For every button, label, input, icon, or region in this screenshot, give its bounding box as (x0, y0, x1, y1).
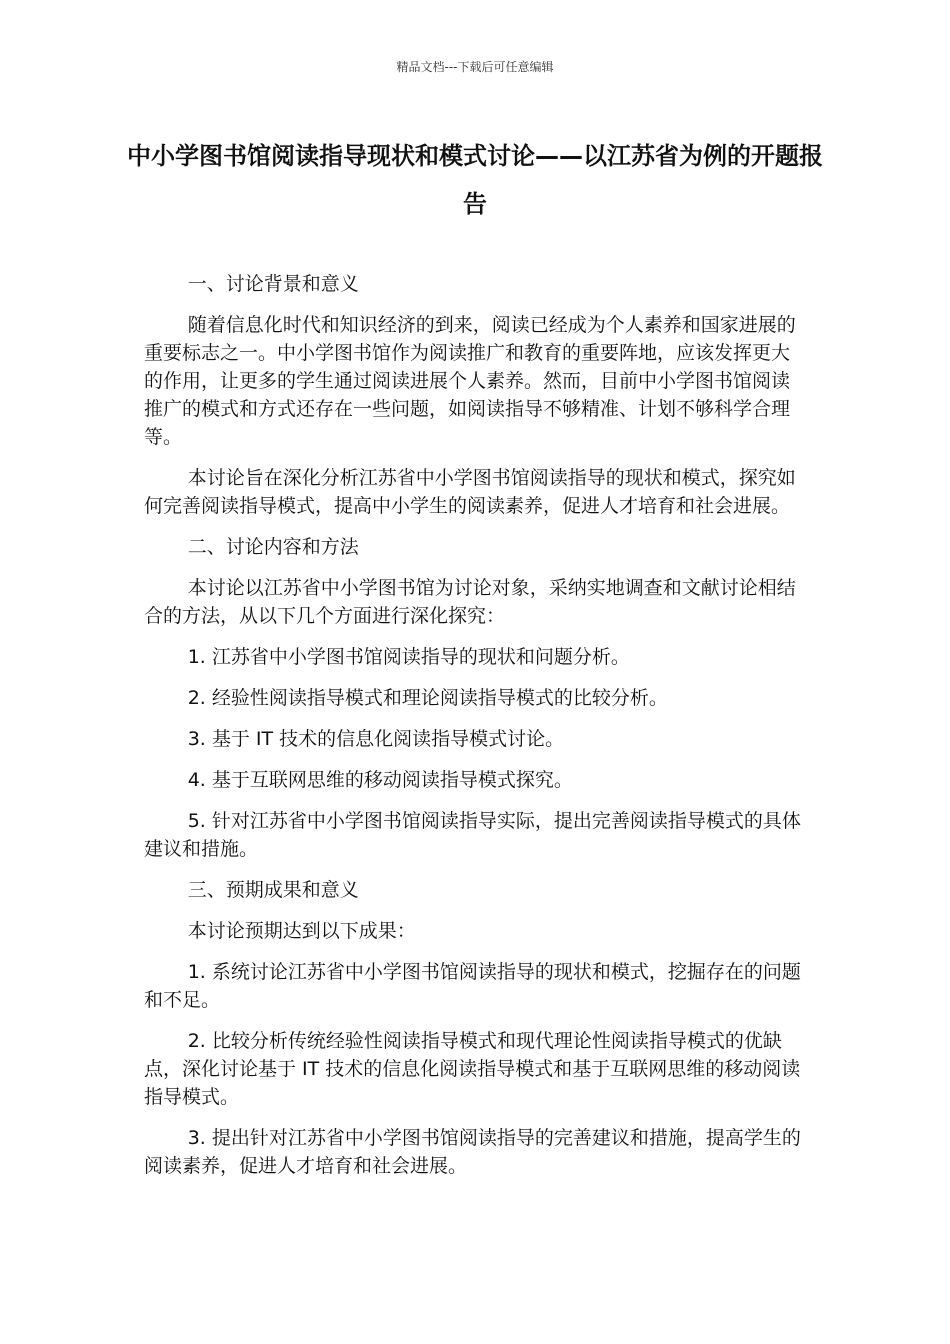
document-title: 中小学图书馆阅读指导现状和模式讨论——以江苏省为例的开题报告 (127, 142, 823, 218)
page-header: 精品文档---下载后可任意编辑 (396, 60, 554, 74)
paragraph: 本讨论旨在深化分析江苏省中小学图书馆阅读指导的现状和模式，探究如何完善阅读指导模式，提高中小学生的阅读素养，促进人才培育和社会进展。 (144, 467, 796, 517)
section-heading-outcomes: 三、预期成果和意义 (187, 879, 359, 901)
document-body (144, 270, 808, 1193)
list-item: 2. 经验性阅读指导模式和理论阅读指导模式的比较分析。 (187, 687, 668, 709)
paragraph: 本讨论预期达到以下成果： (187, 920, 416, 942)
list-item: 5. 针对江苏省中小学图书馆阅读指导实际，提出完善阅读指导模式的具体建议和措施。 (144, 810, 801, 860)
list-item: 2. 比较分析传统经验性阅读指导模式和现代理论性阅读指导模式的优缺点，深化讨论基于 IT 技术的信息化阅读指导模式和基于互联网思维的移动阅读指导模式。 (144, 1030, 801, 1108)
list-item: 4. 基于互联网思维的移动阅读指导模式探究。 (187, 769, 573, 791)
section-heading-content-method: 二、讨论内容和方法 (187, 536, 359, 558)
list-item: 3. 提出针对江苏省中小学图书馆阅读指导的完善建议和措施，提高学生的阅读素养，促进人才培育和社会进展。 (144, 1127, 801, 1177)
paragraph: 本讨论以江苏省中小学图书馆为讨论对象，采纳实地调查和文献讨论相结合的方法，从以下几个方面进行深化探究： (144, 577, 796, 627)
list-item: 1. 江苏省中小学图书馆阅读指导的现状和问题分析。 (187, 646, 630, 668)
list-item: 3. 基于 IT 技术的信息化阅读指导模式讨论。 (187, 728, 565, 750)
section-heading-background: 一、讨论背景和意义 (187, 273, 359, 295)
list-item: 1. 系统讨论江苏省中小学图书馆阅读指导的现状和模式，挖掘存在的问题和不足。 (144, 961, 801, 1011)
paragraph: 随着信息化时代和知识经济的到来，阅读已经成为个人素养和国家进展的重要标志之一。中小学图书馆作为阅读推广和教育的重要阵地，应该发挥更大的作用，让更多的学生通过阅读进展个人素养。然而，目前中小学图书馆阅读推广的模式和方式还存在一些问题，如阅读指导不够精准、计划不够科学合理等。 (144, 314, 796, 448)
